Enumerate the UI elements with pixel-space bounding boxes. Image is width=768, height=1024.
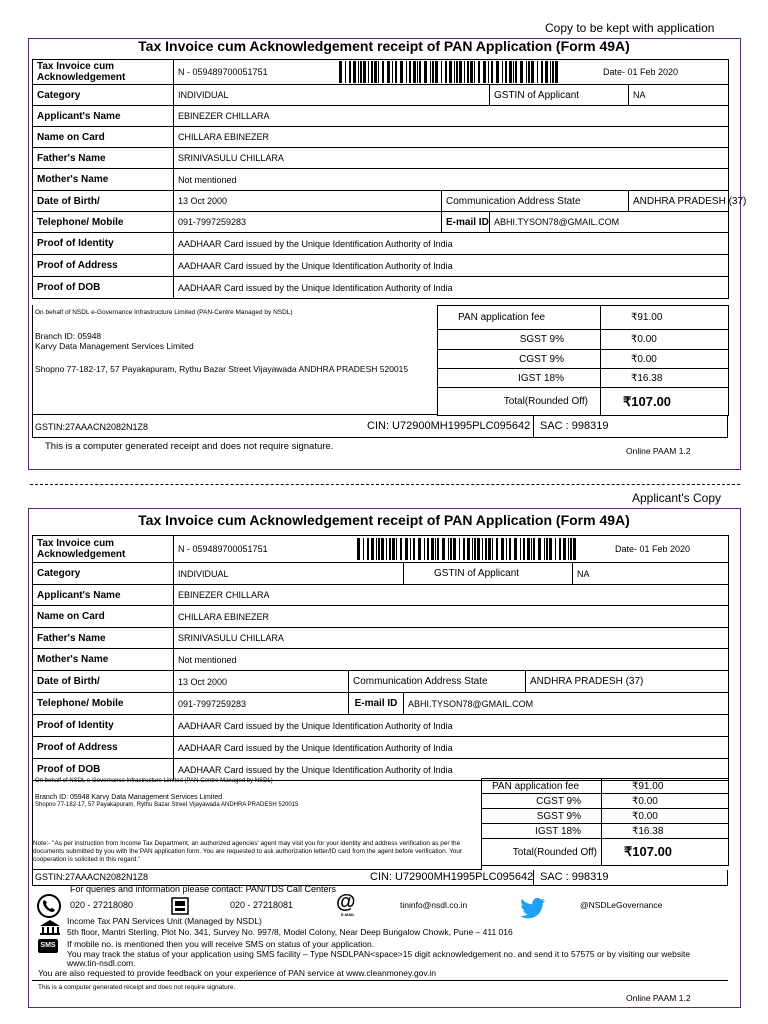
b-sms1: If mobile no. is mentioned then you will receive SMS on status of your application. — [67, 939, 375, 949]
barcode-bar — [568, 538, 569, 560]
telephone-label: Telephone/ Mobile — [33, 212, 174, 233]
b-phone: 020 - 27218080 — [70, 900, 134, 910]
poa-value: AADHAAR Card issued by the Unique Identification Authority of India — [174, 255, 729, 277]
barcode-bar — [531, 538, 532, 560]
top-behalf: On behalf of NSDL e-Governance Infrastructure Limited (PAN-Centre Managed by NSDL) — [35, 309, 293, 316]
barcode-bar — [392, 61, 393, 83]
b-ack-label: Tax Invoice cum Acknowledgement — [33, 536, 174, 563]
barcode-bar — [418, 538, 421, 560]
barcode-bar — [382, 61, 384, 83]
barcode-bar — [378, 61, 379, 83]
twitter-icon — [520, 898, 546, 918]
igst-value: ₹16.38 — [601, 369, 729, 388]
barcode-bar — [531, 61, 534, 83]
b-category-value: INDIVIDUAL — [174, 563, 404, 585]
b-queries: For queries and information please contact: PAN/TDS Call Centers — [70, 884, 336, 894]
barcode-bar — [435, 61, 438, 83]
barcode-bar — [509, 538, 511, 560]
barcode-bar — [450, 538, 452, 560]
barcode-bar — [392, 538, 395, 560]
barcode-bar — [400, 538, 402, 560]
barcode-bar — [467, 61, 469, 83]
barcode-bar — [485, 538, 487, 560]
barcode-bar — [371, 61, 373, 83]
b-comm-state-label: Communication Address State — [349, 671, 526, 693]
barcode-bar — [339, 61, 342, 83]
b-ack-date: Date- 01 Feb 2020 — [614, 544, 691, 554]
applicant-name-label: Applicant's Name — [33, 106, 174, 127]
b-sac: SAC : 998319 — [540, 871, 609, 883]
barcode-bar — [358, 61, 359, 83]
barcode-bar — [552, 61, 554, 83]
barcode-bar — [400, 61, 403, 83]
gstin-applicant-label: GSTIN of Applicant — [490, 85, 629, 106]
b-gstin: GSTIN:27AAACN2082N1Z8 — [35, 872, 149, 882]
b-igst-value: ₹16.38 — [602, 824, 729, 839]
barcode-bar — [488, 61, 489, 83]
mother-name-label: Mother's Name — [33, 169, 174, 191]
barcode-bar — [424, 538, 425, 560]
b-igst-label: IGST 18% — [482, 824, 602, 839]
b-address: Shopno 77-182-17, 57 Payakapuram, Rythu Bazar Street Vijayawada ANDHRA PRADESH 520015 — [35, 802, 299, 808]
barcode-bar — [360, 61, 362, 83]
phone-icon — [36, 894, 62, 918]
b-dob-value: 13 Oct 2000 — [174, 671, 349, 693]
barcode-bar — [410, 538, 411, 560]
barcode-bar — [367, 538, 369, 560]
barcode-bar — [413, 61, 416, 83]
igst-label: IGST 18% — [438, 369, 601, 388]
barcode-bar — [483, 61, 486, 83]
b-computer-note: This is a computer generated receipt and does not require signature. — [38, 984, 236, 991]
barcode-bar — [441, 61, 442, 83]
category-label: Category — [33, 85, 174, 106]
poi-label: Proof of Identity — [33, 233, 174, 255]
barcode-bar — [537, 61, 538, 83]
barcode-bar — [453, 538, 456, 560]
b-mother-name-value: Not mentioned — [174, 649, 729, 671]
b-telephone-label: Telephone/ Mobile — [33, 693, 174, 715]
barcode-bar — [445, 61, 447, 83]
cgst-value: ₹0.00 — [601, 350, 729, 369]
top-title: Tax Invoice cum Acknowledgement receipt of PAN Application (Form 49A) — [138, 38, 630, 54]
barcode-bar — [463, 538, 465, 560]
barcode-bar — [545, 61, 548, 83]
barcode-bar — [389, 538, 391, 560]
barcode-bar — [353, 61, 356, 83]
b-gstin-applicant-value: NA — [573, 563, 729, 585]
b-feedback-underline — [32, 980, 728, 981]
barcode-bar — [378, 538, 380, 560]
b-email-value: ABHI.TYSON78@GMAIL.COM — [404, 693, 729, 715]
email-at-icon: @ — [336, 891, 356, 913]
barcode-bar — [477, 538, 480, 560]
b-cgst-value: ₹0.00 — [602, 794, 729, 809]
b-fax: 020 - 27218081 — [230, 900, 294, 910]
barcode-bar — [550, 61, 551, 83]
barcode-bar — [478, 61, 480, 83]
b-email-contact: tininfo@nsdl.co.in — [400, 900, 468, 910]
barcode-bar — [563, 538, 566, 560]
sms-icon-caption: SMS — [40, 942, 56, 949]
barcode-bar — [430, 61, 431, 83]
barcode-bar — [435, 538, 436, 560]
b-unit-address: 5th floor, Mantri Sterling, Plot No. 341, Survey No. 997/8, Model Colony, Near Deep Bungalow Chowk, Pune – 411 016 — [67, 927, 513, 937]
top-address: Shopno 77-182-17, 57 Payakapuram, Rythu Bazar Street Vijayawada ANDHRA PRADESH 520015 — [35, 364, 409, 374]
b-poa-value: AADHAAR Card issued by the Unique Identification Authority of India — [174, 737, 729, 759]
applicant-name-value: EBINEZER CHILLARA — [174, 106, 729, 127]
b-poa-label: Proof of Address — [33, 737, 174, 759]
b-name-on-card-value: CHILLARA EBINEZER — [174, 606, 729, 628]
b-podob-label: Proof of DOB — [33, 759, 174, 781]
barcode-bar — [437, 538, 439, 560]
barcode-icon — [339, 61, 559, 83]
ack-date: Date- 01 Feb 2020 — [602, 67, 679, 77]
barcode-bar — [376, 538, 377, 560]
b-name-on-card-label: Name on Card — [33, 606, 174, 628]
b-sms2: You may track the status of your application using SMS facility – Type NSDLPAN<space>15 digit acknowledgement no. and send it to 57575 or by visiting our website www.tin-nsdl.com. — [67, 949, 691, 968]
barcode-bar — [405, 538, 408, 560]
barcode-bar — [570, 538, 572, 560]
barcode-bar — [546, 538, 548, 560]
name-on-card-value: CHILLARA EBINEZER — [174, 127, 729, 148]
podob-label: Proof of DOB — [33, 277, 174, 299]
barcode-bar — [528, 61, 530, 83]
barcode-bar — [357, 538, 360, 560]
father-name-label: Father's Name — [33, 148, 174, 169]
podob-value: AADHAAR Card issued by the Unique Identification Authority of India — [174, 277, 729, 299]
barcode-bar — [371, 538, 374, 560]
barcode-bar — [427, 538, 429, 560]
barcode-bar — [492, 538, 493, 560]
barcode-bar — [506, 538, 507, 560]
b-poi-label: Proof of Identity — [33, 715, 174, 737]
total-value: ₹107.00 — [601, 388, 729, 416]
cut-line — [30, 484, 740, 485]
b-feedback: You are also requested to provide feedback on your experience of PAN service at www.cleanmoney.gov.in — [38, 968, 436, 978]
barcode-bar — [406, 61, 407, 83]
barcode-bar — [454, 61, 455, 83]
b-twitter: @NSDLeGovernance — [580, 900, 663, 910]
b-total-value: ₹107.00 — [602, 839, 729, 866]
barcode-bar — [491, 61, 493, 83]
b-sgst-label: SGST 9% — [482, 809, 602, 824]
b-email-caption: E-MAIL — [341, 912, 355, 917]
b-ack-number: N - 059489700051751 — [178, 544, 268, 554]
b-applicant-name-label: Applicant's Name — [33, 585, 174, 606]
poi-value: AADHAAR Card issued by the Unique Identification Authority of India — [174, 233, 729, 255]
dob-value: 13 Oct 2000 — [174, 191, 442, 212]
top-computer-note: This is a computer generated receipt and does not require signature. — [45, 441, 334, 452]
barcode-bar — [555, 538, 556, 560]
b-cin: CIN: U72900MH1995PLC095642 — [370, 871, 534, 883]
barcode-bar — [448, 538, 449, 560]
barcode-bar — [520, 538, 521, 560]
barcode-bar — [424, 61, 427, 83]
barcode-bar — [470, 61, 473, 83]
b-total-label: Total(Rounded Off) — [482, 839, 602, 866]
top-details-table — [32, 59, 747, 299]
barcode-bar — [431, 538, 434, 560]
barcode-bar — [555, 61, 558, 83]
fee-value: ₹91.00 — [601, 306, 729, 330]
ack-number: N - 059489700051751 — [178, 67, 268, 77]
top-branch-id: Branch ID: 05948 — [35, 331, 102, 341]
barcode-bar — [374, 61, 377, 83]
barcode-bar — [345, 61, 346, 83]
barcode-bar — [496, 538, 498, 560]
barcode-bar — [459, 61, 462, 83]
b-unit: Income Tax PAN Services Unit (Managed by NSDL) — [67, 916, 262, 926]
b-cgst-label: CGST 9% — [482, 794, 602, 809]
dob-label: Date of Birth/ — [33, 191, 174, 212]
barcode-bar — [419, 61, 421, 83]
b-branch: Branch ID: 05948 Karvy Data Management Services Limited — [35, 794, 223, 801]
barcode-bar — [381, 538, 384, 560]
b-note: Note:- "As per instruction from Income Tax Department, an authorized agencies' agent may visit you for your identity and address verification as per the documents submitted by you with the PAN application form. You are requested to ask authorization letter/ID card from the agent before verification. Your cooperation is solicited in this regard." — [33, 840, 463, 863]
barcode-bar — [395, 61, 397, 83]
b-fee-label: PAN application fee — [482, 779, 602, 794]
fee-label: PAN application fee — [438, 306, 601, 330]
top-cin: CIN: U72900MH1995PLC095642 — [367, 420, 531, 432]
barcode-bar — [474, 538, 476, 560]
fax-icon — [170, 896, 190, 916]
barcode-bar — [467, 538, 470, 560]
barcode-bar — [456, 61, 458, 83]
mother-name-value: Not mentioned — [174, 169, 729, 191]
barcode-bar — [417, 61, 418, 83]
gstin-applicant-value: NA — [629, 85, 729, 106]
barcode-bar — [544, 538, 545, 560]
b-barcode-icon — [357, 538, 577, 560]
top-fee-table — [437, 305, 729, 416]
top-branch-name: Karvy Data Management Services Limited — [35, 341, 194, 351]
barcode-bar — [523, 538, 525, 560]
sms-icon — [38, 939, 58, 953]
barcode-bar — [514, 538, 517, 560]
barcode-bar — [488, 538, 491, 560]
b-behalf: On behalf of NSDL e-Governance Infrastructure Limited (PAN-Centre Managed by NSDL) — [35, 778, 273, 784]
barcode-bar — [559, 538, 561, 560]
barcode-bar — [573, 538, 576, 560]
name-on-card-label: Name on Card — [33, 127, 174, 148]
email-value: ABHI.TYSON78@GMAIL.COM — [490, 212, 729, 233]
b-telephone-value: 091-7997259283 — [174, 693, 349, 715]
b-fee-value: ₹91.00 — [602, 779, 729, 794]
barcode-bar — [368, 61, 369, 83]
barcode-bar — [482, 538, 483, 560]
barcode-bar — [396, 538, 397, 560]
bottom-copy-label: Applicant's Copy — [632, 491, 722, 505]
poa-label: Proof of Address — [33, 255, 174, 277]
barcode-bar — [459, 538, 460, 560]
comm-state-value: ANDHRA PRADESH (37) — [629, 191, 729, 212]
category-value: INDIVIDUAL — [174, 85, 490, 106]
barcode-bar — [538, 538, 541, 560]
ack-label: Tax Invoice cum Acknowledgement — [33, 60, 174, 85]
b-podob-value: AADHAAR Card issued by the Unique Identification Authority of India — [174, 759, 729, 781]
top-gstin: GSTIN:27AAACN2082N1Z8 — [35, 422, 149, 432]
b-applicant-name-value: EBINEZER CHILLARA — [174, 585, 729, 606]
barcode-bar — [520, 61, 523, 83]
b-fee-table — [481, 778, 729, 866]
cgst-label: CGST 9% — [438, 350, 601, 369]
b-cin-divider — [533, 870, 534, 885]
father-name-value: SRINIVASULU CHILLARA — [174, 148, 729, 169]
telephone-value: 091-7997259283 — [174, 212, 442, 233]
barcode-bar — [549, 538, 552, 560]
barcode-bar — [464, 61, 465, 83]
barcode-bar — [515, 61, 517, 83]
sgst-label: SGST 9% — [438, 330, 601, 350]
b-father-name-label: Father's Name — [33, 628, 174, 649]
b-poi-value: AADHAAR Card issued by the Unique Identification Authority of India — [174, 715, 729, 737]
bottom-title: Tax Invoice cum Acknowledgement receipt of PAN Application (Form 49A) — [138, 512, 630, 528]
b-father-name-value: SRINIVASULU CHILLARA — [174, 628, 729, 649]
barcode-bar — [363, 538, 364, 560]
top-copy-label: Copy to be kept with application — [545, 21, 715, 35]
barcode-bar — [513, 61, 514, 83]
barcode-bar — [409, 61, 411, 83]
bottom-details-table — [32, 535, 729, 781]
barcode-bar — [533, 538, 535, 560]
email-label: E-mail ID — [442, 212, 490, 233]
top-online: Online PAAM 1.2 — [626, 446, 691, 456]
b-category-label: Category — [33, 563, 174, 585]
barcode-bar — [472, 538, 473, 560]
barcode-bar — [449, 61, 452, 83]
b-comm-state-value: ANDHRA PRADESH (37) — [526, 671, 729, 693]
b-online: Online PAAM 1.2 — [626, 993, 691, 1003]
barcode-bar — [505, 61, 507, 83]
barcode-bar — [442, 538, 445, 560]
building-icon — [38, 918, 62, 936]
barcode-bar — [526, 61, 527, 83]
barcode-bar — [501, 538, 504, 560]
barcode-bar — [496, 61, 499, 83]
barcode-bar — [474, 61, 475, 83]
b-mother-name-label: Mother's Name — [33, 649, 174, 671]
b-email-label: E-mail ID — [349, 693, 404, 715]
barcode-bar — [386, 538, 387, 560]
barcode-bar — [363, 61, 366, 83]
barcode-bar — [349, 61, 351, 83]
barcode-bar — [509, 61, 512, 83]
barcode-bar — [527, 538, 530, 560]
b-gstin-applicant-label: GSTIN of Applicant — [404, 563, 573, 585]
top-cin-divider — [533, 415, 534, 437]
total-label: Total(Rounded Off) — [438, 388, 601, 416]
top-sac: SAC : 998319 — [540, 420, 609, 432]
b-dob-label: Date of Birth/ — [33, 671, 174, 693]
top-agent-box — [32, 305, 438, 415]
barcode-bar — [432, 61, 434, 83]
barcode-bar — [387, 61, 390, 83]
barcode-bar — [502, 61, 503, 83]
barcode-bar — [541, 61, 543, 83]
barcode-bar — [413, 538, 415, 560]
b-sgst-value: ₹0.00 — [602, 809, 729, 824]
sgst-value: ₹0.00 — [601, 330, 729, 350]
comm-state-label: Communication Address State — [442, 191, 629, 212]
